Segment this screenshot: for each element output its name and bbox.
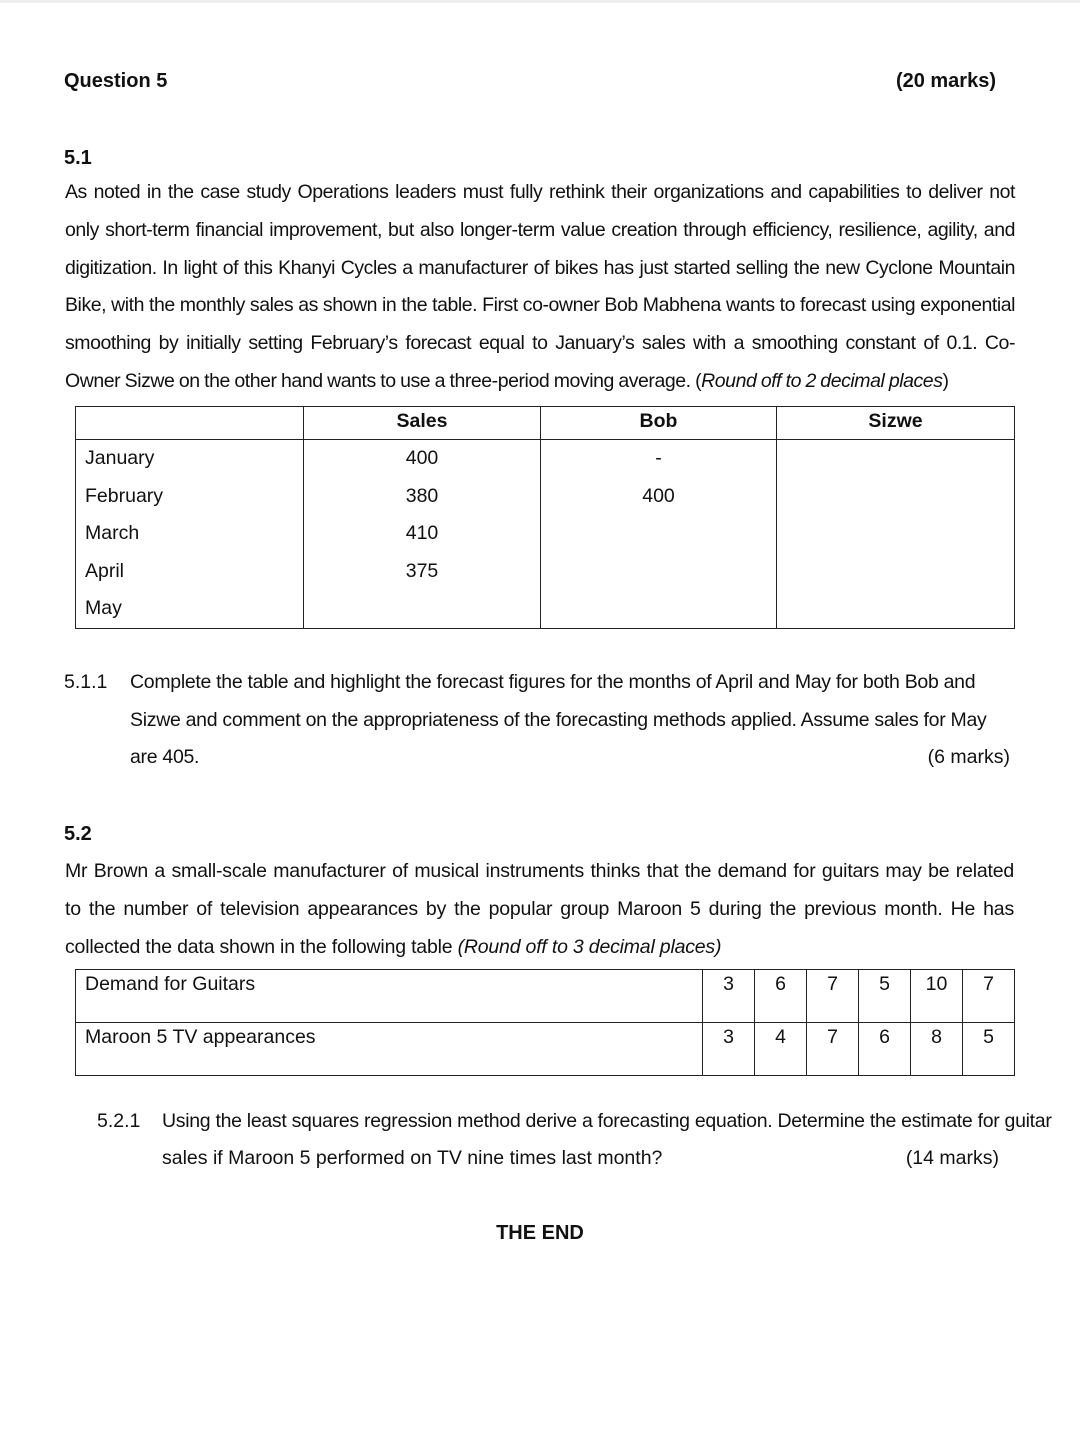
value-cell: 5 (963, 1023, 1015, 1076)
table-row (76, 440, 1015, 478)
forecast-table (75, 406, 1015, 629)
question-5-1-1-marks: (6 marks) (927, 746, 1010, 768)
table-row (76, 970, 1015, 1023)
question-5-2-1-marks: (14 marks) (905, 1147, 999, 1169)
value-cell: 7 (807, 1023, 859, 1076)
question-title: Question 5 (64, 70, 168, 92)
question-5-1-1-number: 5.1.1 (64, 671, 108, 693)
value-cell: 5 (859, 970, 911, 1023)
sizwe-cell (777, 590, 1015, 628)
month-cell: March (76, 515, 304, 553)
sales-cell (304, 590, 541, 628)
table-row (76, 590, 1015, 628)
section-5-2-paragraph (65, 852, 1014, 966)
row-label: Maroon 5 TV appearances (76, 1023, 703, 1076)
question-5-2-1-number: 5.2.1 (97, 1110, 141, 1132)
sales-cell: 410 (304, 515, 541, 553)
sizwe-cell (777, 515, 1015, 553)
forecast-table-header-row (76, 407, 1015, 440)
round-note-close: ) (942, 369, 949, 392)
bob-cell (541, 590, 777, 628)
round-note-3dp: (Round off to 3 decimal places) (457, 936, 722, 958)
round-note-2dp: Round off to 2 decimal places (701, 369, 943, 392)
the-end-label: THE END (496, 1222, 584, 1244)
value-cell: 3 (703, 970, 755, 1023)
value-cell: 4 (755, 1023, 807, 1076)
header-sizwe: Sizwe (777, 407, 1015, 440)
value-cell: 6 (859, 1023, 911, 1076)
section-5-2-text: Mr Brown a small-scale manufacturer of musical instruments thinks that the demand for guitars may be related to the number of television appearances by the popular group Maroon 5 during the previous month. He has collected the data shown in the following table (65, 860, 1014, 958)
bob-cell: - (541, 440, 777, 478)
question-5-2-1-line1: Using the least squares regression method derive a forecasting equation. Determine the estimate for guitar (162, 1110, 1052, 1132)
value-cell: 7 (963, 970, 1015, 1023)
month-cell: May (76, 590, 304, 628)
bob-cell: 400 (541, 478, 777, 516)
sales-cell: 380 (304, 478, 541, 516)
sizwe-cell (777, 478, 1015, 516)
table-row (76, 478, 1015, 516)
sales-cell: 375 (304, 553, 541, 591)
value-cell: 3 (703, 1023, 755, 1076)
section-5-1-paragraph (65, 174, 1015, 401)
table-row (76, 1023, 1015, 1076)
sizwe-cell (777, 553, 1015, 591)
sizwe-cell (777, 440, 1015, 478)
question-5-2-1-line2: sales if Maroon 5 performed on TV nine times last month? (162, 1147, 663, 1169)
section-heading-5-2: 5.2 (64, 823, 92, 845)
value-cell: 10 (911, 970, 963, 1023)
section-heading-5-1: 5.1 (64, 147, 92, 169)
sales-cell: 400 (304, 440, 541, 478)
value-cell: 6 (755, 970, 807, 1023)
bob-cell (541, 553, 777, 591)
guitar-demand-table (75, 969, 1015, 1076)
table-row (76, 553, 1015, 591)
row-label: Demand for Guitars (76, 970, 703, 1023)
value-cell: 8 (911, 1023, 963, 1076)
month-cell: April (76, 553, 304, 591)
header-month (76, 407, 304, 440)
table-row (76, 515, 1015, 553)
question-5-1-1-text: Complete the table and highlight the forecast figures for the months of April and May for both Bob and Sizwe and comment on the appropriateness of the forecasting methods applied. Assume sales for May are 405. (130, 671, 987, 768)
month-cell: January (76, 440, 304, 478)
value-cell: 7 (807, 970, 859, 1023)
header-bob: Bob (541, 407, 777, 440)
month-cell: February (76, 478, 304, 516)
header-sales: Sales (304, 407, 541, 440)
bob-cell (541, 515, 777, 553)
question-marks: (20 marks) (895, 70, 996, 92)
section-5-1-text: As noted in the case study Operations leaders must fully rethink their organizations and capabilities to deliver not only short-term financial improvement, but also longer-term value creation through efficiency, resilience, agility, and digitization. In light of this Khanyi Cycles a manufacturer of bikes has just started selling the new Cyclone Mountain Bike, with the monthly sales as shown in the table. First co-owner Bob Mabhena wants to forecast using exponential smoothing by initially setting February’s forecast equal to January’s sales with a smoothing constant of 0.1. Co- Owner Sizwe on the other hand wants to use a three-period moving average. ( (65, 181, 1015, 392)
